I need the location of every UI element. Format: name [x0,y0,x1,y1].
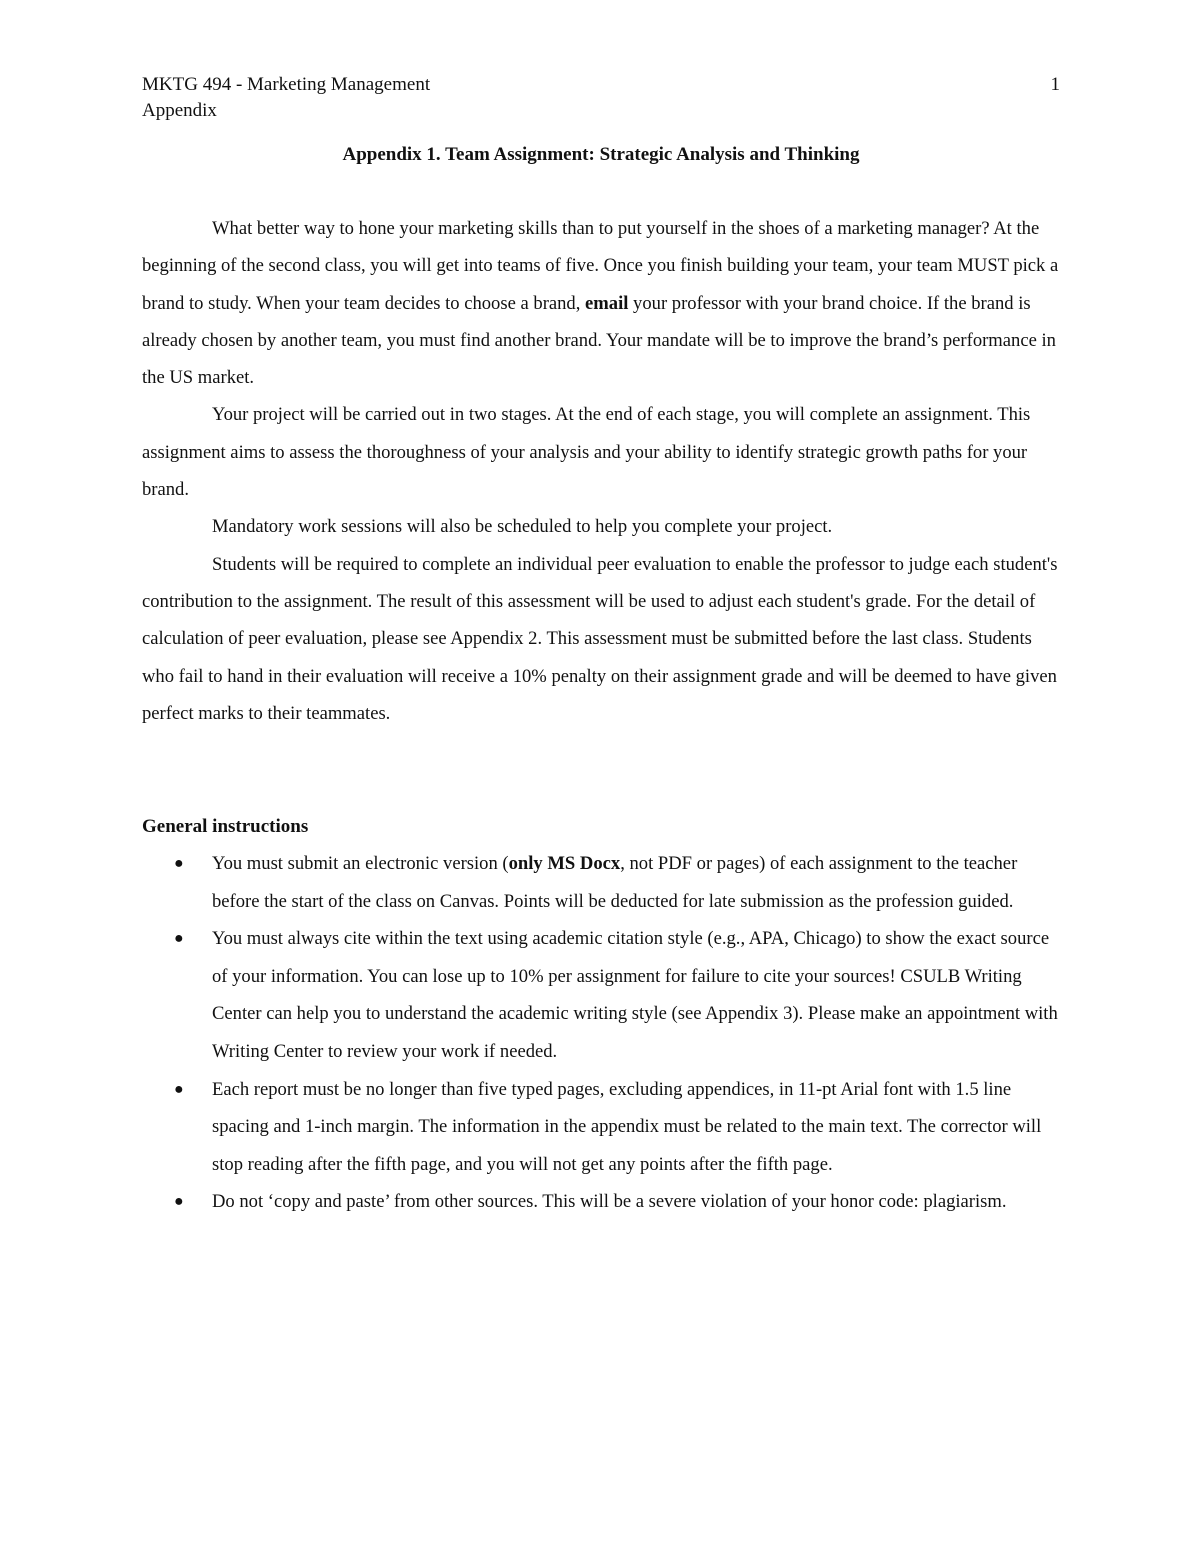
paragraph-work-sessions: Mandatory work sessions will also be scheduled to help you complete your project. [212,516,833,538]
paragraph-intro-part1: What better way to hone your marketing skills than to put yourself in the shoes of a marketing manager? At the beginning of the second class, you will get into teams of five. Once you finish building your team, your team MUST pick a brand to study. When your team decides to choose a brand, [142,218,1059,314]
page-number: 1 [1050,74,1060,95]
course-title: MKTG 494 - Marketing Management [142,74,431,95]
list-item-text-part2: , not PDF or pages) of each assignment to the teacher before the start of the class on Canvas. Points will be deducted for late submission as the profession guided. [212,853,1018,912]
general-instructions-heading: General instructions [142,816,309,837]
list-item [142,1071,1060,1184]
bullet-icon: ● [174,855,184,872]
paragraph-intro-emphasis: email [585,292,629,314]
body-text [142,210,1060,732]
section-label: Appendix [142,100,217,121]
list-item-text-part1: You must submit an electronic version ( [212,853,509,874]
document-title: Appendix 1. Team Assignment: Strategic Analysis and Thinking [342,144,860,165]
list-item-text: Do not ‘copy and paste’ from other sources. This will be a severe violation of your honor code: plagiarism. [212,1191,1007,1213]
paragraph-intro-part2: your professor with your brand choice. If the brand is already chosen by another team, you must find another brand. Your mandate will be to improve the brand’s performance in the US market. [142,292,1056,389]
list-item-text: You must always cite within the text using academic citation style (e.g., APA, Chicago) to show the exact source of your information. You can lose up to 10% per assignment for failure to cite your sources! CSULB Writing Center can help you to understand the academic writing style (see Appendix 3). Please make an appointment with Writing Center to review your work if needed. [212,928,1058,1062]
list-item [142,1183,1060,1221]
bullet-icon: ● [174,1080,184,1098]
bullet-icon: ● [174,1193,184,1211]
bullet-icon: ● [174,930,184,948]
list-item-text: Each report must be no longer than five typed pages, excluding appendices, in 11-pt Arial font with 1.5 line spacing and 1-inch margin. The information in the appendix must be related to the main text. The corrector will stop reading after the fifth page, and you will not get any points after the fifth page. [212,1078,1042,1175]
running-header [142,72,1060,124]
list-item [142,920,1060,1070]
list-item-emphasis: only MS Docx [508,853,621,874]
paragraph-intro [142,210,1060,396]
general-instructions-list [142,845,1060,1221]
paragraph-peer-evaluation: Students will be required to complete an individual peer evaluation to enable the professor to judge each student's contribution to the assignment. The result of this assessment will be used to adjust each student's grade. For the detail of calculation of peer evaluation, please see Appendix 2. This assessment must be submitted before the last class. Students who fail to hand in their evaluation will receive a 10% penalty on their assignment grade and will be deemed to have given perfect marks to their teammates. [142,553,1058,724]
list-item [142,845,1060,920]
paragraph-stages: Your project will be carried out in two stages. At the end of each stage, you will complete an assignment. This assignment aims to assess the thoroughness of your analysis and your ability to identify strategic growth paths for your brand. [142,404,1031,501]
